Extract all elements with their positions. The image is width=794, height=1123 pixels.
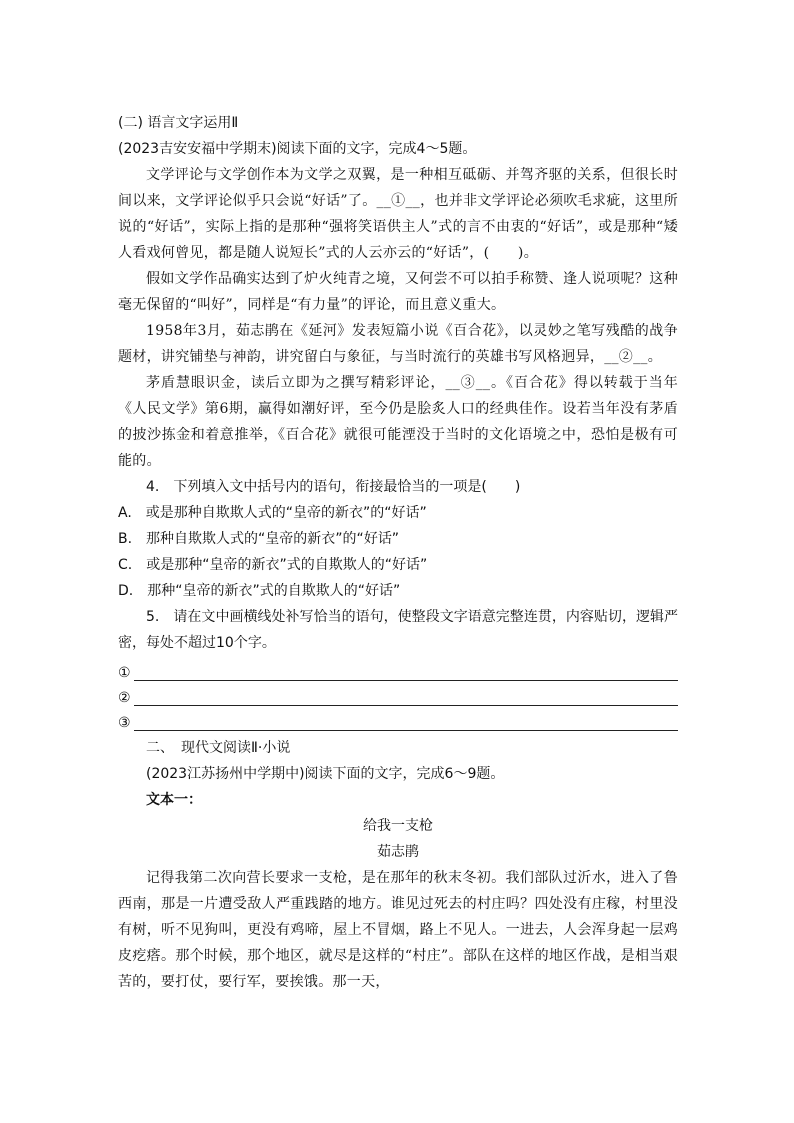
- answer-number-3: ③: [118, 715, 131, 731]
- part-heading: 二、 现代文阅读Ⅱ·小说: [146, 740, 291, 756]
- answer-rule[interactable]: [134, 663, 678, 681]
- part-intro: (2023江苏扬州中学期中)阅读下面的文字，完成6～9题。: [146, 766, 505, 782]
- answer-line-3[interactable]: [118, 706, 678, 731]
- answer-rule[interactable]: [134, 688, 678, 706]
- passage-paragraph-1: 文学评论与文学创作本为文学之双翼，是一种相互砥砺、并驾齐驱的关系，但很长时间以来，文学评论似乎只会说“好话”了。__①__，也并非文学评论必须吹毛求疵，这里所说的“好话”，实际上指的是那种“强将笑语供主人”式的言不由衷的“好话”，或是那种“矮人看戏何曾见，都是随人说短长”式的人云亦云的“好话”，( )。: [118, 167, 678, 261]
- answer-rule[interactable]: [134, 713, 678, 731]
- document-page: [118, 110, 678, 995]
- question-4-option-b: B. 那种自欺欺人式的“皇帝的新衣”的“好话”: [118, 531, 400, 547]
- text-label: 文本一：: [146, 792, 202, 808]
- question-4-option-c: C. 或是那种“皇帝的新衣”式的自欺欺人的“好话”: [118, 557, 428, 573]
- answer-line-2[interactable]: [118, 681, 678, 706]
- answer-number-2: ②: [118, 690, 131, 706]
- question-4-option-d: D. 那种“皇帝的新衣”式的自欺欺人的“好话”: [118, 583, 401, 599]
- story-author: 茹志鹃: [377, 844, 419, 860]
- question-4-option-a: A. 或是那种自欺欺人式的“皇帝的新衣”的“好话”: [118, 505, 427, 521]
- section-heading: (二) 语言文字运用Ⅱ: [118, 115, 239, 131]
- passage-paragraph-2: 假如文学作品确实达到了炉火纯青之境，又何尝不可以拍手称赞、逢人说项呢？这种毫无保留的“叫好”，同样是“有力量”的评论，而且意义重大。: [118, 271, 678, 313]
- section-intro: (2023吉安安福中学期末)阅读下面的文字，完成4～5题。: [118, 141, 477, 157]
- question-4-stem: 4. 下列填入文中括号内的语句，衔接最恰当的一项是( ): [146, 479, 521, 495]
- story-paragraph: 记得我第二次向营长要求一支枪，是在那年的秋末冬初。我们部队过沂水，进入了鲁西南，那是一片遭受敌人严重践踏的地方。谁见过死去的村庄吗？四处没有庄稼，村里没有树，听不见狗叫，更没有鸡啼，屋上不冒烟，路上不见人。一进去，人会浑身起一层鸡皮疙瘩。那个时候，那个地区，就尽是这样的“村庄”。部队在这样的地区作战，是相当艰苦的，要打仗，要行军，要挨饿。那一天，: [118, 870, 678, 990]
- passage-paragraph-3: 1958年3月，茹志鹃在《延河》发表短篇小说《百合花》，以灵妙之笔写残酷的战争题材，讲究铺垫与神韵，讲究留白与象征，与当时流行的英雄书写风格迥异，__②__。: [118, 323, 678, 365]
- answer-number-1: ①: [118, 665, 131, 681]
- answer-line-1[interactable]: [118, 656, 678, 681]
- story-title: 给我一支枪: [363, 818, 433, 834]
- question-5-stem: 5. 请在文中画横线处补写恰当的语句，使整段文字语意完整连贯，内容贴切，逻辑严密，每处不超过10个字。: [118, 609, 678, 651]
- passage-paragraph-4: 茅盾慧眼识金，读后立即为之撰写精彩评论，__③__。《百合花》得以转载于当年《人民文学》第6期，赢得如潮好评，至今仍是脍炙人口的经典佳作。设若当年没有茅盾的披沙拣金和着意推举，《百合花》就很可能湮没于当时的文化语境之中，恐怕是极有可能的。: [118, 375, 678, 469]
